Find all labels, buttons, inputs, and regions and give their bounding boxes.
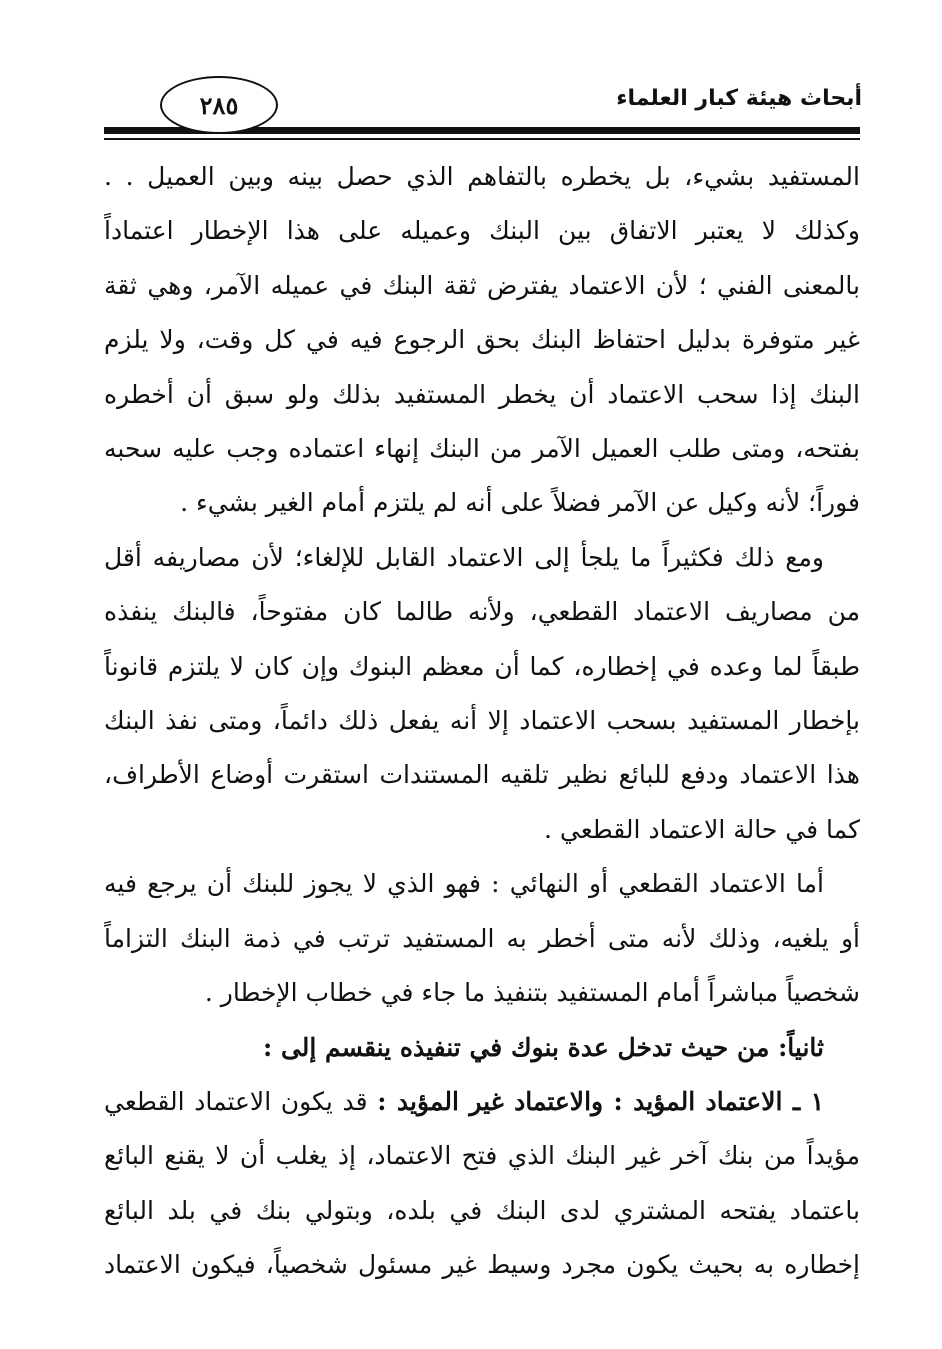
text-line: باعتماد يفتحه المشتري لدى البنك في بلده، وبتولي بنك في بلد البائع [104, 1195, 860, 1225]
body-text [104, 150, 860, 1293]
section-heading: ثانياً: من حيث تدخل عدة بنوك في تنفيذه ينقسم إلى : [263, 1032, 824, 1062]
text-line: شخصياً مباشراً أمام المستفيد بتنفيذ ما جاء في خطاب الإخطار . [204, 978, 860, 1008]
text-line: طبقاً لما وعده في إخطاره، كما أن معظم البنوك وإن كان لا يلتزم قانوناً [104, 651, 860, 681]
text-line: بالمعنى الفني ؛ لأن الاعتماد يفترض ثقة البنك في عميله الآمر، وهي ثقة [104, 270, 860, 300]
text-line-continuation: قد يكون الاعتماد القطعي [104, 1086, 368, 1116]
text-line: مؤيداً من بنك آخر غير البنك الذي فتح الاعتماد، إذ يغلب أن لا يقنع البائع [104, 1141, 860, 1171]
text-line [104, 1075, 860, 1129]
text-line: إخطاره به بحيث يكون مجرد وسيط غير مسئول شخصياً، فيكون الاعتماد [104, 1250, 860, 1280]
text-line: ومع ذلك فكثيراً ما يلجأ إلى الاعتماد القابل للإلغاء؛ لأن مصاريفه أقل [104, 542, 824, 572]
text-line: غير متوفرة بدليل احتفاظ البنك بحق الرجوع فيه في كل وقت، ولا يلزم [104, 325, 860, 355]
page-number-oval [160, 76, 278, 134]
text-line: المستفيد بشيء، بل يخطره بالتفاهم الذي حصل بينه وبين العميل . . [104, 162, 860, 191]
running-head-title: أبحاث هيئة كبار العلماء [616, 86, 862, 111]
page-number: ٢٨٥ [199, 90, 239, 120]
subsection-heading: ١ ـ الاعتماد المؤيد : والاعتماد غير المؤيد : [377, 1086, 825, 1116]
text-line: وكذلك لا يعتبر الاتفاق بين البنك وعميله على هذا الإخطار اعتماداً [104, 216, 860, 246]
text-line: أو يلغيه، وذلك لأنه متى أخطر به المستفيد ترتب في ذمة البنك التزاماً [104, 923, 860, 953]
text-line: البنك إذا سحب الاعتماد أن يخطر المستفيد بذلك ولو سبق أن أخطره [104, 379, 860, 409]
text-line: أما الاعتماد القطعي أو النهائي : فهو الذي لا يجوز للبنك أن يرجع فيه [104, 869, 824, 899]
text-line: بفتحه، ومتى طلب العميل الآمر من البنك إنهاء اعتماده وجب عليه سحبه [104, 434, 860, 464]
text-line: من مصاريف الاعتماد القطعي، ولأنه طالما كان مفتوحاً، فالبنك ينفذه [104, 597, 860, 627]
text-line: بإخطار المستفيد بسحب الاعتماد إلا أنه يفعل ذلك دائماً، ومتى نفذ البنك [104, 706, 860, 736]
header-rule-thin [104, 138, 860, 140]
text-line: فوراً؛ لأنه وكيل عن الآمر فضلاً على أنه لم يلتزم أمام الغير بشيء . [180, 488, 860, 518]
text-line: هذا الاعتماد ودفع للبائع نظير تلقيه المستندات استقرت أوضاع الأطراف، [104, 760, 860, 790]
text-line: كما في حالة الاعتماد القطعي . [543, 814, 860, 844]
